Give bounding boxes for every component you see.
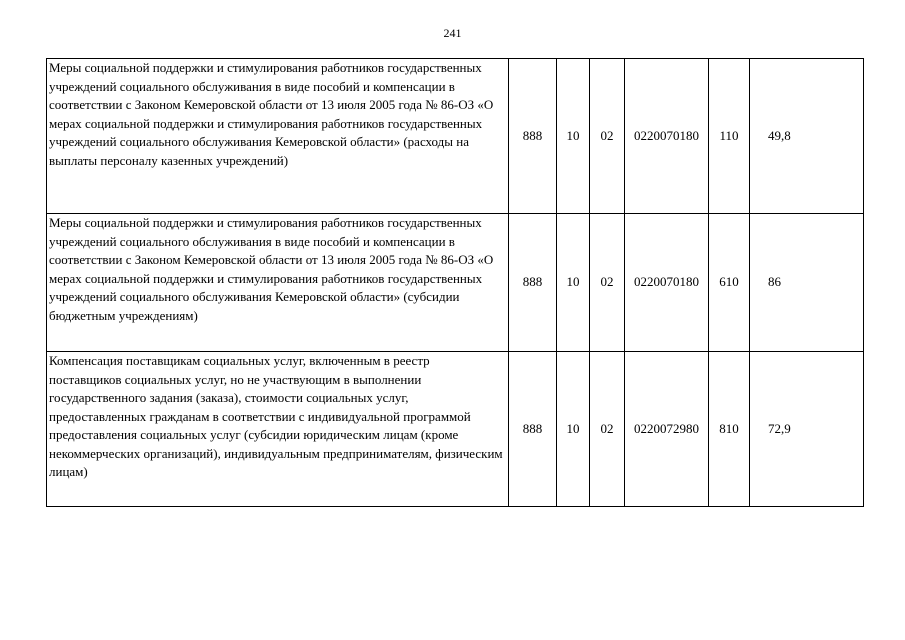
expense-type-code: 610 [709, 214, 750, 352]
expense-description: Меры социальной поддержки и стимулирования работников государственных учреждений социального обслуживания в виде пособий и компенсации в соответствии с Законом Кемеровской области от 13 июля 2005 года № 86-ОЗ «О мерах социальной поддержки и стимулирования работников государственных учреждений социального обслуживания Кемеровской области» (расходы на выплаты персоналу казенных учреждений) [47, 59, 509, 214]
amount-value: 72,9 [750, 352, 864, 507]
expense-description: Меры социальной поддержки и стимулирования работников государственных учреждений социального обслуживания в виде пособий и компенсации в соответствии с Законом Кемеровской области от 13 июля 2005 года № 86-ОЗ «О мерах социальной поддержки и стимулирования работников государственных учреждений социального обслуживания Кемеровской области» (субсидии бюджетным учреждениям) [47, 214, 509, 352]
grbs-code: 888 [509, 59, 557, 214]
amount-value: 49,8 [750, 59, 864, 214]
section-code: 10 [557, 352, 590, 507]
table-row [47, 59, 864, 214]
table-row [47, 352, 864, 507]
grbs-code: 888 [509, 352, 557, 507]
target-article-code: 0220072980 [625, 352, 709, 507]
table-row [47, 214, 864, 352]
expense-type-code: 810 [709, 352, 750, 507]
page-number: 241 [443, 26, 462, 40]
section-code: 10 [557, 214, 590, 352]
subsection-code: 02 [590, 352, 625, 507]
budget-table [46, 58, 864, 507]
expense-description: Компенсация поставщикам социальных услуг, включенным в реестр поставщиков социальных услуг, но не участвующим в выполнении государственного задания (заказа), стоимости социальных услуг, предоставленных гражданам в соответствии с индивидуальной программой предоставления социальных услуг (субсидии юридическим лицам (кроме некоммерческих организаций), индивидуальным предпринимателям, физическим лицам) [47, 352, 509, 507]
subsection-code: 02 [590, 214, 625, 352]
target-article-code: 0220070180 [625, 214, 709, 352]
grbs-code: 888 [509, 214, 557, 352]
section-code: 10 [557, 59, 590, 214]
target-article-code: 0220070180 [625, 59, 709, 214]
subsection-code: 02 [590, 59, 625, 214]
amount-value: 86 [750, 214, 864, 352]
expense-type-code: 110 [709, 59, 750, 214]
